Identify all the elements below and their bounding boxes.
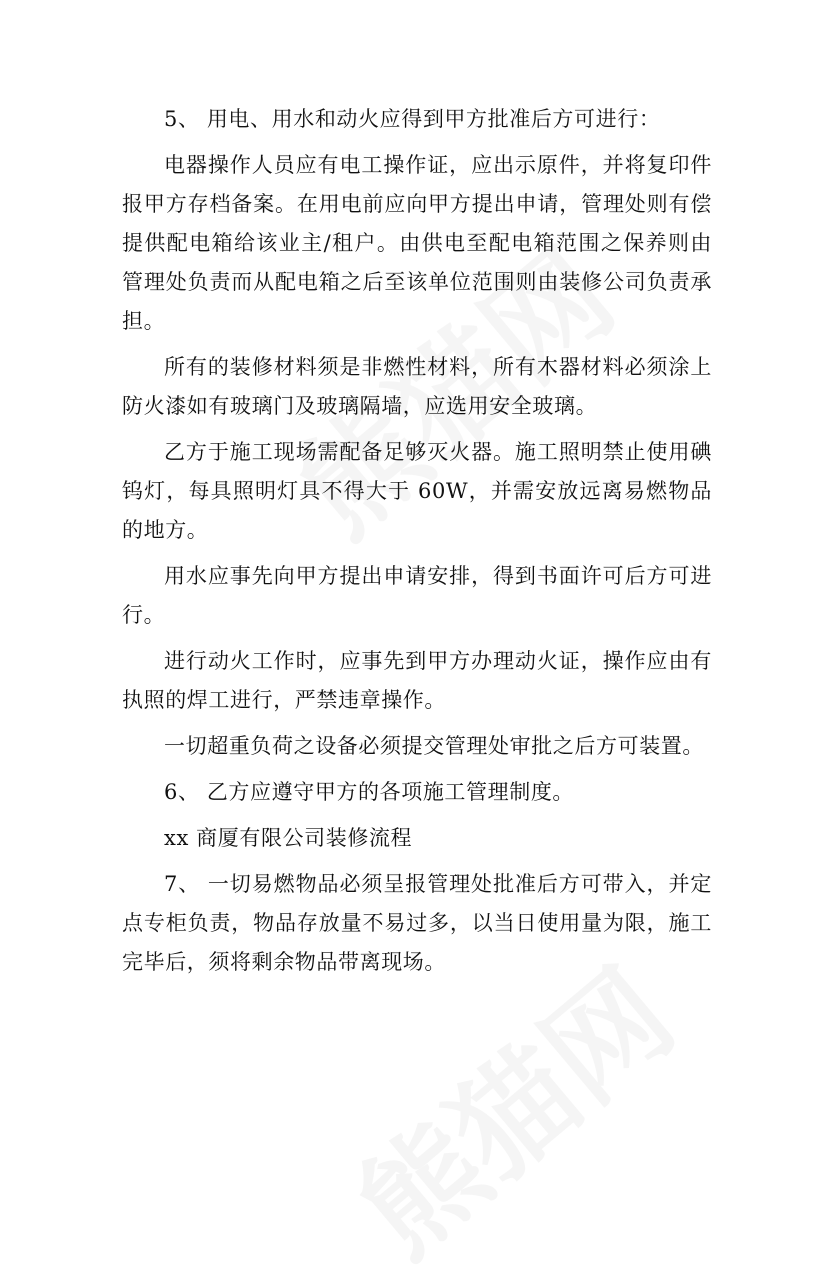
paragraph-hot-work: 进行动火工作时，应事先到甲方办理动火证，操作应由有执照的焊工进行，严禁违章操作。: [122, 649, 712, 712]
paragraph-water: 用水应事先向甲方提出申请安排，得到书面许可后方可进行。: [122, 564, 712, 627]
document-body: [122, 100, 712, 989]
paragraph-materials: 所有的装修材料须是非燃性材料，所有木器材料必须涂上防火漆如有玻璃门及玻璃隔墙，应选用安全玻璃。: [122, 355, 712, 418]
item-6: 6、 乙方应遵守甲方的各项施工管理制度。: [164, 780, 575, 804]
item-5-heading: 5、 用电、用水和动火应得到甲方批准后方可进行：: [164, 107, 661, 131]
item-7: 7、 一切易燃物品必须呈报管理处批准后方可带入，并定点专柜负责，物品存放量不易过多，以当日使用量为限，施工完毕后，须将剩余物品带离现场。: [122, 872, 712, 974]
paragraph-fire-extinguishers: 乙方于施工现场需配备足够灭火器。施工照明禁止使用碘钨灯，每具照明灯具不得大于 60W，并需安放远离易燃物品的地方。: [122, 440, 712, 542]
section-title: xx 商厦有限公司装修流程: [164, 826, 413, 850]
paragraph-heavy-equipment: 一切超重负荷之设备必须提交管理处审批之后方可装置。: [164, 734, 704, 758]
paragraph-electrical: 电器操作人员应有电工操作证，应出示原件，并将复印件报甲方存档备案。在用电前应向甲方提出申请，管理处则有偿提供配电箱给该业主/租户。由供电至配电箱范围之保养则由管理处负责而从配电箱之后至该单位范围则由装修公司负责承担。: [122, 153, 712, 333]
